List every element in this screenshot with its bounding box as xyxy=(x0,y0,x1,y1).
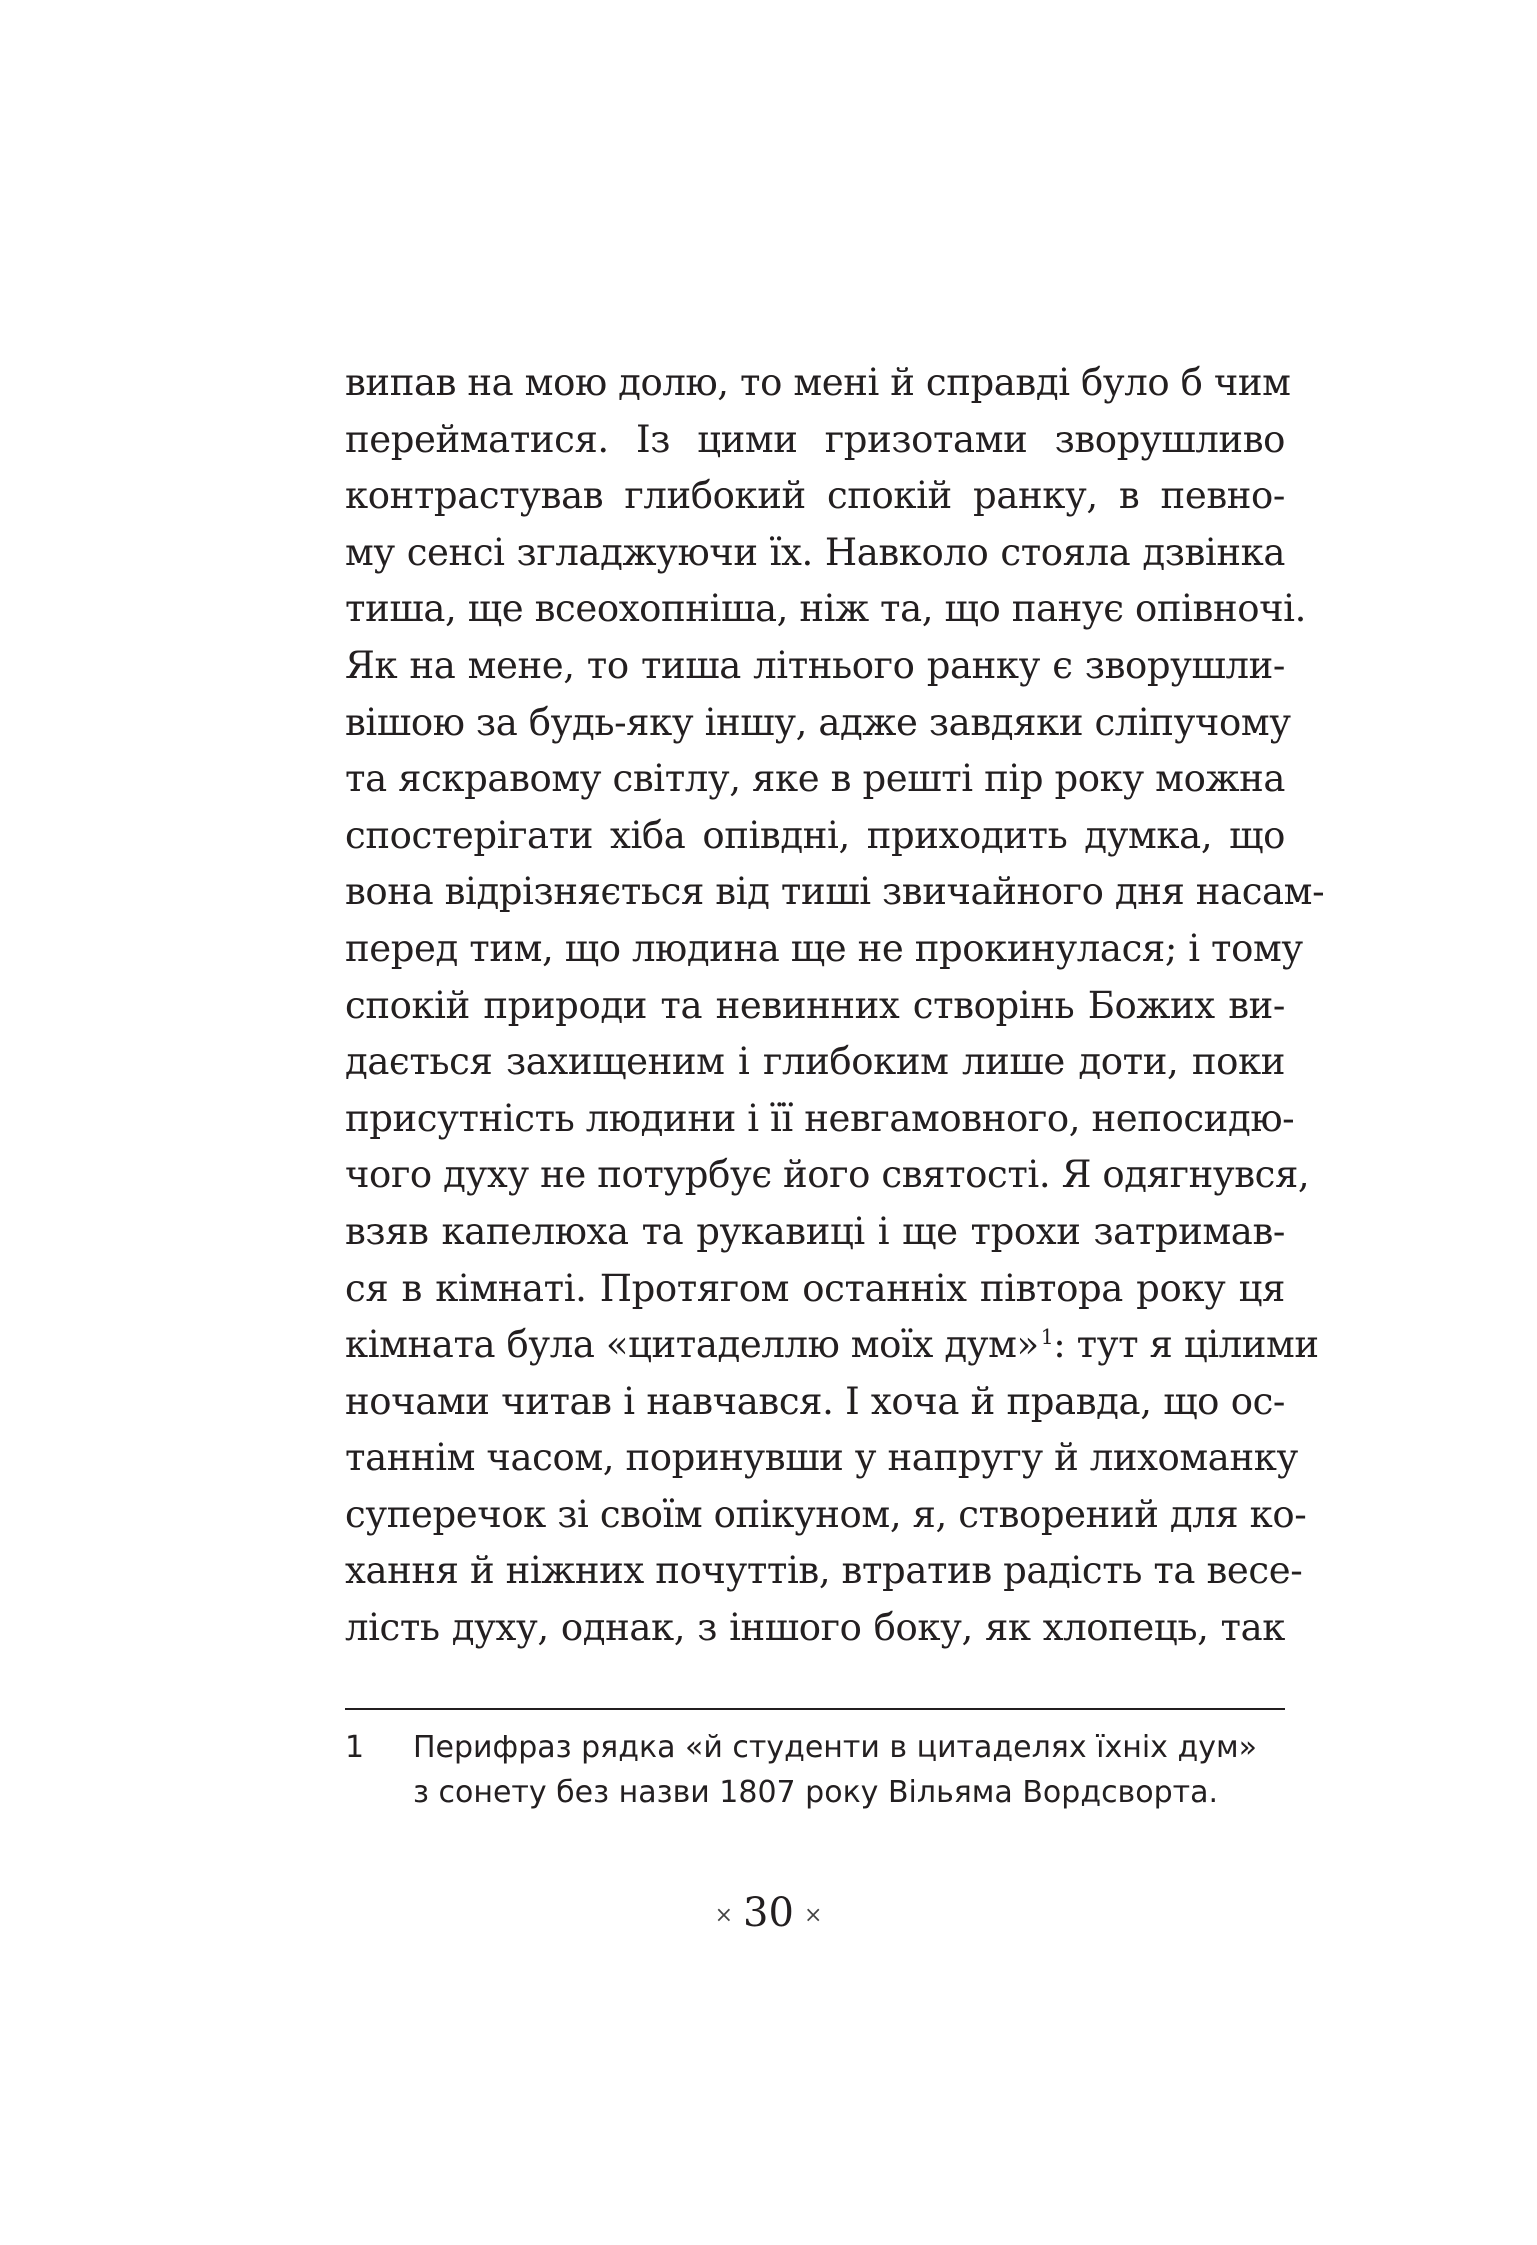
body-text xyxy=(345,355,1325,1657)
ornament-left-icon: × xyxy=(714,1903,734,1928)
text-line: суперечок зі своїм опікуном, я, створений для ко- xyxy=(345,1492,1307,1536)
text-line-with-footnote xyxy=(345,1317,1319,1374)
text-line: взяв капелюха та рукавиці і ще трохи затримав- xyxy=(345,1209,1285,1253)
footnote-divider xyxy=(345,1708,1285,1710)
text-line: спокій природи та невинних створінь Божих ви- xyxy=(345,983,1285,1027)
text-line: хання й ніжних почуттів, втратив радість та весе- xyxy=(345,1549,1303,1593)
text-line: спостерігати хіба опівдні, приходить думка, що xyxy=(345,813,1285,857)
text-line: перейматися. Із цими гризотами зворушливо xyxy=(345,417,1285,461)
text-line: перед тим, що людина ще не прокинулася; і тому xyxy=(345,926,1303,970)
page-number: 30 xyxy=(743,1890,794,1936)
text-line: та яскравому світлу, яке в решті пір року можна xyxy=(345,757,1285,801)
text-line: вішою за будь-яку іншу, адже завдяки сліпучому xyxy=(345,700,1291,744)
text-line: лість духу, однак, з іншого боку, як хлопець, так xyxy=(345,1606,1285,1650)
footnote-text xyxy=(413,1725,1285,1815)
footnote xyxy=(345,1725,1285,1815)
text-line: випав на мою долю, то мені й справді було б чим xyxy=(345,361,1291,404)
text-line: чого духу не потурбує його святості. Я одягнувся, xyxy=(345,1153,1310,1197)
text-segment: кімната була «цитаделлю моїх дум» xyxy=(345,1323,1039,1367)
ornament-right-icon: × xyxy=(803,1903,823,1928)
text-line: присутність людини і її невгамовного, непосидю- xyxy=(345,1096,1295,1140)
text-segment: : тут я цілими xyxy=(1053,1323,1319,1367)
text-line: му сенсі згладжуючи їх. Навколо стояла дзвінка xyxy=(345,530,1285,574)
footnote-line: Перифраз рядка «й студенти в цитаделях їхніх дум» xyxy=(413,1730,1257,1765)
text-line: ся в кімнаті. Протягом останніх півтора року ця xyxy=(345,1266,1285,1310)
footnote-reference[interactable]: 1 xyxy=(1040,1324,1054,1349)
footnote-line: з сонету без назви 1807 року Вільяма Вордсворта. xyxy=(413,1775,1219,1810)
text-line: контрастував глибокий спокій ранку, в певно- xyxy=(345,474,1285,518)
text-line: Як на мене, то тиша літнього ранку є зворушли- xyxy=(345,643,1285,687)
text-line: вона відрізняється від тиші звичайного дня насам- xyxy=(345,870,1325,914)
footnote-number: 1 xyxy=(345,1730,365,1765)
page-folio xyxy=(0,1888,1537,1941)
text-line: ночами читав і навчався. І хоча й правда, що ос- xyxy=(345,1379,1285,1423)
text-line: дається захищеним і глибоким лише доти, поки xyxy=(345,1040,1285,1084)
text-line: тиша, ще всеохопніша, ніж та, що панує опівночі. xyxy=(345,587,1306,631)
text-line: таннім часом, поринувши у напругу й лихоманку xyxy=(345,1436,1298,1480)
